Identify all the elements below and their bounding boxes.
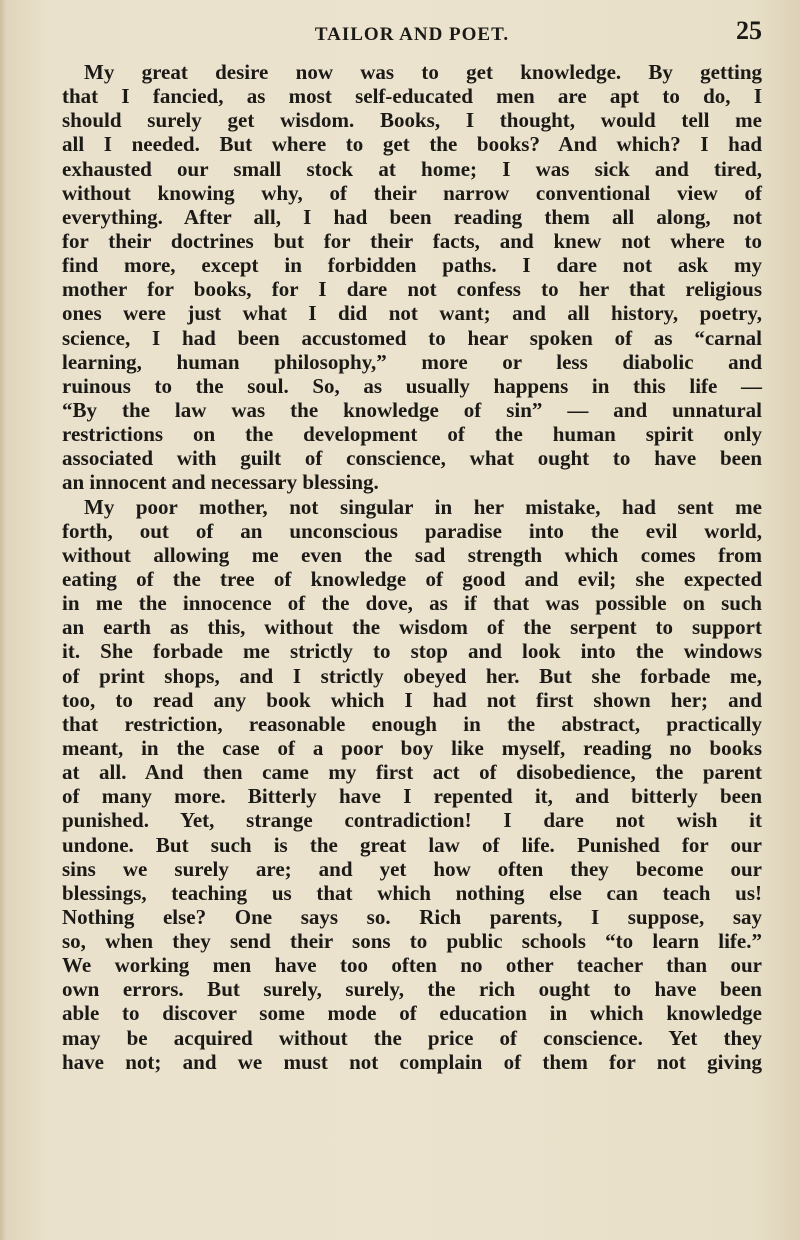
- text-line: in me the innocence of the dove, as if that was possible on such: [62, 591, 762, 616]
- text-line: without knowing why, of their narrow conventional view of: [62, 180, 762, 205]
- text-line: meant, in the case of a poor boy like myself, reading no books: [62, 735, 762, 760]
- text-line: science, I had been accustomed to hear spoken of as “carnal: [62, 325, 762, 350]
- text-line: have not; and we must not complain of them for not giving: [62, 1049, 762, 1074]
- text-line: exhausted our small stock at home; I was sick and tired,: [62, 156, 762, 181]
- text-line: ruinous to the soul. So, as usually happens in this life —: [62, 373, 762, 398]
- text-line: forth, out of an unconscious paradise into the evil world,: [62, 518, 762, 543]
- text-line: punished. Yet, strange contradiction! I dare not wish it: [62, 808, 762, 833]
- text-line: We working men have too often no other teacher than our: [62, 953, 762, 978]
- text-line: sins we surely are; and yet how often they become our: [62, 856, 762, 881]
- text-line: may be acquired without the price of conscience. Yet they: [62, 1025, 762, 1050]
- body-text: [62, 60, 762, 1074]
- text-line: should surely get wisdom. Books, I thought, would tell me: [62, 108, 762, 133]
- text-line: My great desire now was to get knowledge. By getting: [84, 60, 762, 84]
- text-line: so, when they send their sons to public schools “to learn life.”: [62, 929, 762, 954]
- text-line: ones were just what I did not want; and all history, poetry,: [62, 301, 762, 326]
- text-line: My poor mother, not singular in her mistake, had sent me: [84, 494, 762, 519]
- text-line: an earth as this, without the wisdom of the serpent to support: [62, 615, 762, 640]
- page-header: [62, 10, 762, 50]
- text-line: blessings, teaching us that which nothing else can teach us!: [62, 880, 762, 905]
- page-number: 25: [736, 16, 762, 45]
- text-line: without allowing me even the sad strength which comes from: [62, 542, 762, 567]
- text-line: associated with guilt of conscience, what ought to have been: [62, 446, 762, 471]
- text-line: own errors. But surely, surely, the rich ought to have been: [62, 977, 762, 1002]
- text-line: eating of the tree of knowledge of good and evil; she expected: [62, 566, 762, 591]
- text-line: mother for books, for I dare not confess to her that religious: [62, 277, 762, 302]
- text-line: all I needed. But where to get the books? And which? I had: [62, 132, 762, 157]
- text-line: find more, except in forbidden paths. I dare not ask my: [62, 253, 762, 278]
- text-line: for their doctrines but for their facts, and knew not where to: [62, 228, 762, 253]
- text-line: at all. And then came my first act of disobedience, the parent: [62, 760, 762, 785]
- text-line: of print shops, and I strictly obeyed her. But she forbade me,: [62, 663, 762, 688]
- text-line: everything. After all, I had been reading them all along, not: [62, 204, 762, 229]
- page-gutter-shadow: [0, 0, 6, 1240]
- text-line: undone. But such is the great law of life. Punished for our: [62, 832, 762, 857]
- text-line: it. She forbade me strictly to stop and look into the windows: [62, 639, 762, 664]
- text-line: learning, human philosophy,” more or less diabolic and: [62, 349, 762, 374]
- text-line: too, to read any book which I had not first shown her; and: [62, 687, 762, 712]
- running-head: TAILOR AND POET.: [314, 24, 510, 45]
- text-line: able to discover some mode of education in which knowledge: [62, 1001, 762, 1026]
- text-line: “By the law was the knowledge of sin” — and unnatural: [62, 397, 762, 422]
- text-line: that I fancied, as most self-educated men are apt to do, I: [62, 84, 762, 109]
- text-line: an innocent and necessary blessing.: [62, 470, 379, 495]
- text-line: Nothing else? One says so. Rich parents, I suppose, say: [62, 904, 762, 929]
- text-line: that restriction, reasonable enough in the abstract, practically: [62, 711, 762, 736]
- text-line: restrictions on the development of the human spirit only: [62, 422, 762, 447]
- text-line: of many more. Bitterly have I repented it, and bitterly been: [62, 784, 762, 809]
